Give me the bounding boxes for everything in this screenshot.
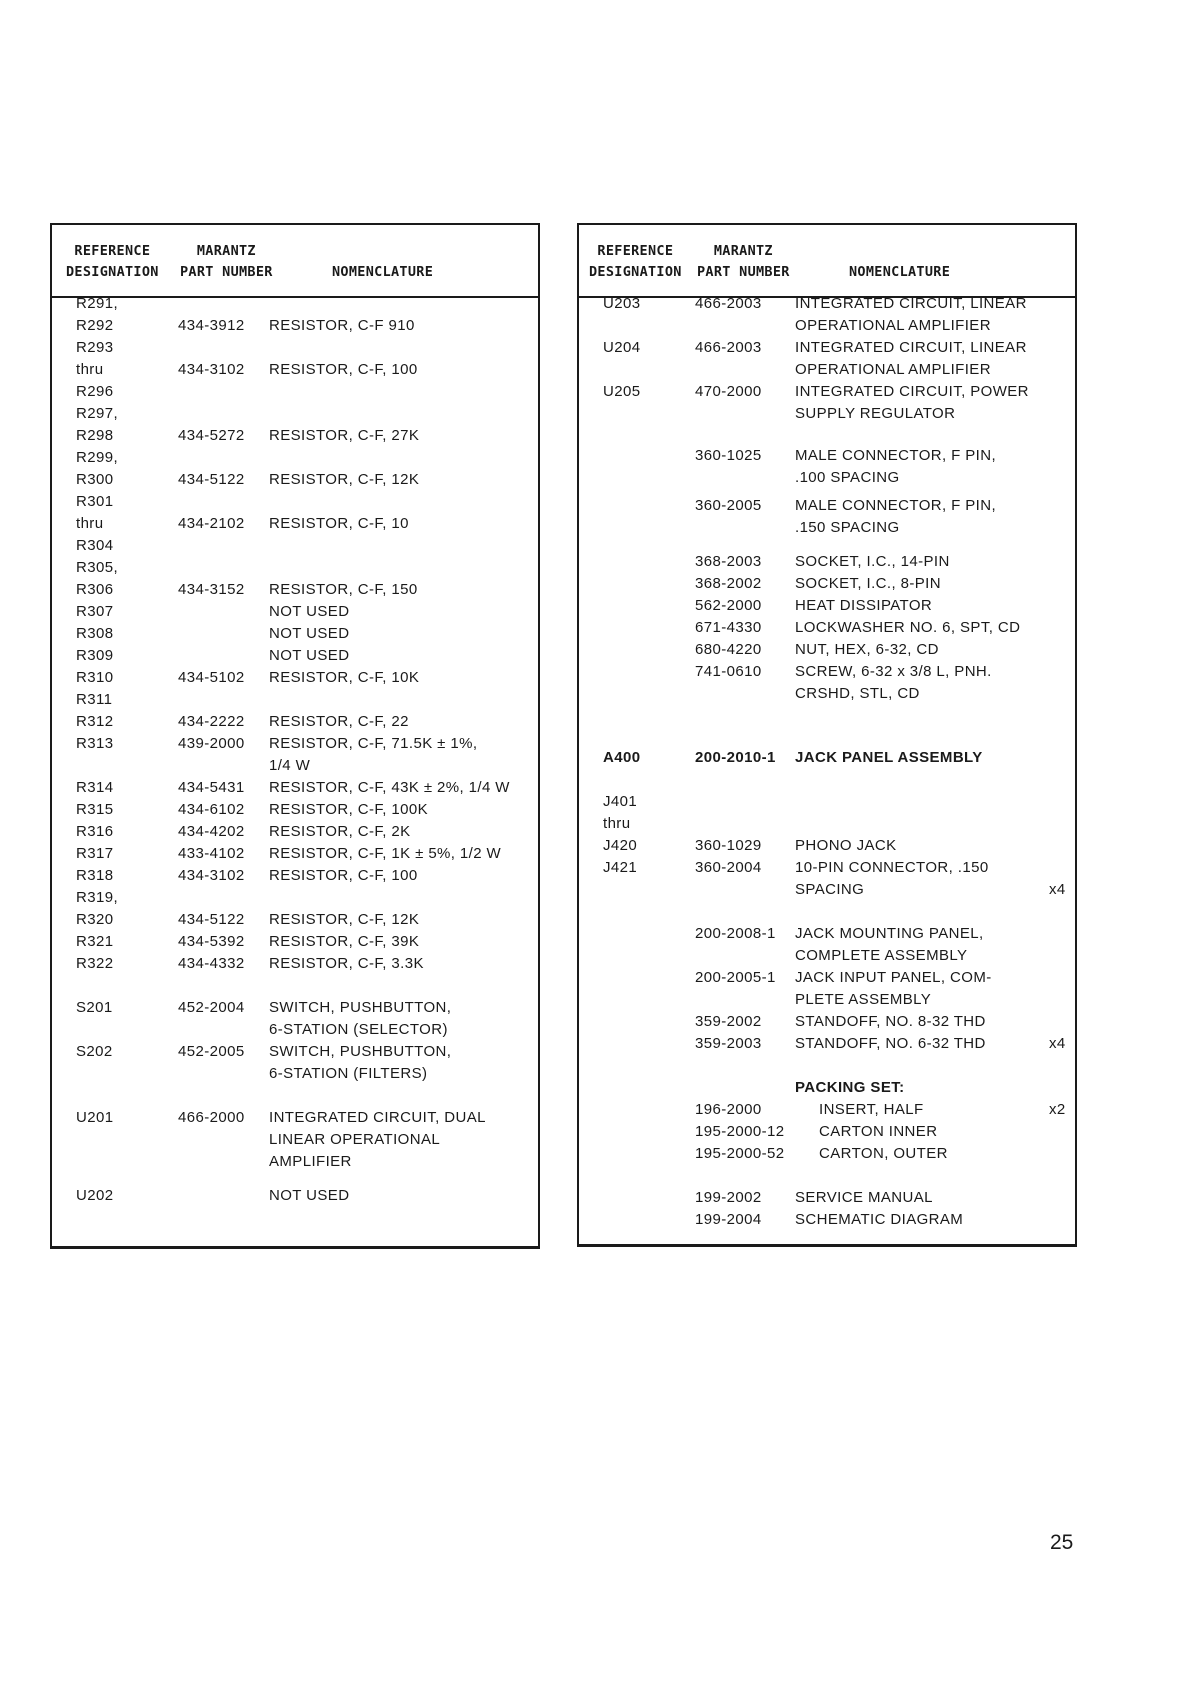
part-number: 359-2002 (695, 1013, 762, 1030)
table-row (579, 403, 1075, 425)
nomenclature: COMPLETE ASSEMBLY (795, 947, 968, 964)
nomenclature: 1/4 W (269, 757, 311, 774)
table-row (52, 1129, 538, 1151)
reference-designation: R321 (76, 933, 114, 950)
reference-designation: R320 (76, 911, 114, 928)
table-row (579, 595, 1075, 617)
part-number: 434-4202 (178, 823, 245, 840)
nomenclature: JACK MOUNTING PANEL, (795, 925, 984, 942)
nomenclature: PACKING SET: (795, 1079, 905, 1096)
header-text: PART NUMBER (180, 264, 273, 280)
header-text: REFERENCE (597, 243, 674, 259)
part-number: 359-2003 (695, 1035, 762, 1052)
nomenclature: SPACING (795, 881, 865, 898)
reference-designation: U203 (603, 295, 641, 312)
reference-designation: R293 (76, 339, 114, 356)
reference-designation: S201 (76, 999, 113, 1016)
table-row (52, 755, 538, 777)
part-number: 200-2005-1 (695, 969, 776, 986)
nomenclature: MALE CONNECTOR, F PIN, (795, 447, 997, 464)
table-row (52, 447, 538, 469)
reference-designation: R314 (76, 779, 114, 796)
reference-designation: R311 (76, 691, 113, 708)
nomenclature: SERVICE MANUAL (795, 1189, 933, 1206)
reference-designation: thru (76, 515, 104, 532)
part-number: 671-4330 (695, 619, 762, 636)
table-row (52, 425, 538, 447)
reference-designation: R313 (76, 735, 114, 752)
quantity-note: x4 (1049, 1035, 1066, 1052)
table-row (579, 495, 1075, 517)
table-row (579, 683, 1075, 705)
reference-designation: J401 (603, 793, 638, 810)
nomenclature: AMPLIFIER (269, 1153, 352, 1170)
table-row (579, 293, 1075, 315)
nomenclature: INTEGRATED CIRCUIT, POWER (795, 383, 1029, 400)
part-number: 434-3152 (178, 581, 245, 598)
part-number: 368-2003 (695, 553, 762, 570)
nomenclature: MALE CONNECTOR, F PIN, (795, 497, 997, 514)
nomenclature: OPERATIONAL AMPLIFIER (795, 317, 991, 334)
nomenclature: RESISTOR, C-F, 27K (269, 427, 420, 444)
part-number: 470-2000 (695, 383, 762, 400)
table-row (579, 1121, 1075, 1143)
part-number: 360-1029 (695, 837, 762, 854)
quantity-note: x4 (1049, 881, 1066, 898)
table-row (579, 573, 1075, 595)
part-number: 434-5102 (178, 669, 245, 686)
parts-table-right (577, 223, 1077, 1247)
table-row (52, 513, 538, 535)
table-row (52, 579, 538, 601)
nomenclature: SCHEMATIC DIAGRAM (795, 1211, 964, 1228)
table-row (52, 953, 538, 975)
reference-designation: J420 (603, 837, 638, 854)
nomenclature: NOT USED (269, 647, 350, 664)
table-row (52, 887, 538, 909)
part-number: 466-2000 (178, 1109, 245, 1126)
table-row (579, 661, 1075, 683)
nomenclature: CARTON INNER (819, 1123, 938, 1140)
reference-designation: R304 (76, 537, 114, 554)
part-number: 434-4332 (178, 955, 245, 972)
nomenclature: RESISTOR, C-F, 12K (269, 911, 420, 928)
nomenclature: PLETE ASSEMBLY (795, 991, 932, 1008)
reference-designation: R318 (76, 867, 114, 884)
table-row (52, 1151, 538, 1173)
reference-designation: U204 (603, 339, 641, 356)
table-row (52, 645, 538, 667)
part-number: 195-2000-12 (695, 1123, 785, 1140)
table-header (52, 225, 538, 298)
table-row (579, 315, 1075, 337)
table-row (579, 337, 1075, 359)
nomenclature: RESISTOR, C-F, 12K (269, 471, 420, 488)
reference-designation: J421 (603, 859, 638, 876)
header-nomenclature (332, 262, 433, 283)
nomenclature: RESISTOR, C-F, 150 (269, 581, 418, 598)
table-row (52, 843, 538, 865)
header-text: MARANTZ (196, 243, 256, 259)
reference-designation: thru (76, 361, 104, 378)
reference-designation: R316 (76, 823, 114, 840)
table-row (52, 799, 538, 821)
table-row (579, 551, 1075, 573)
nomenclature: RESISTOR, C-F, 2K (269, 823, 411, 840)
reference-designation: A400 (603, 749, 641, 766)
reference-designation: R322 (76, 955, 114, 972)
table-row (579, 617, 1075, 639)
nomenclature: 10-PIN CONNECTOR, .150 (795, 859, 989, 876)
table-row (579, 359, 1075, 381)
table-row (52, 1185, 538, 1207)
part-number: 741-0610 (695, 663, 762, 680)
table-row (52, 359, 538, 381)
table-row (579, 1011, 1075, 1033)
table-row (579, 989, 1075, 1011)
nomenclature: SCREW, 6-32 x 3/8 L, PNH. (795, 663, 992, 680)
nomenclature: INTEGRATED CIRCUIT, LINEAR (795, 339, 1027, 356)
part-number: 434-5122 (178, 911, 245, 928)
table-row (52, 821, 538, 843)
table-row (579, 791, 1075, 813)
nomenclature: INTEGRATED CIRCUIT, DUAL (269, 1109, 486, 1126)
nomenclature: SWITCH, PUSHBUTTON, (269, 1043, 452, 1060)
table-row (579, 467, 1075, 489)
reference-designation: R291, (76, 295, 119, 312)
reference-designation: R301 (76, 493, 114, 510)
header-text: MARANTZ (713, 243, 773, 259)
part-number: 434-5122 (178, 471, 245, 488)
nomenclature: RESISTOR, C-F, 3.3K (269, 955, 424, 972)
table-row (52, 1041, 538, 1063)
part-number: 200-2008-1 (695, 925, 776, 942)
table-row (579, 879, 1075, 901)
part-number: 433-4102 (178, 845, 245, 862)
reference-designation: R297, (76, 405, 119, 422)
nomenclature: .150 SPACING (795, 519, 900, 536)
part-number: 434-5392 (178, 933, 245, 950)
header-text: DESIGNATION (589, 264, 682, 280)
table-row (579, 1033, 1075, 1055)
part-number: 434-5431 (178, 779, 245, 796)
nomenclature: NOT USED (269, 603, 350, 620)
table-row (52, 711, 538, 733)
part-number: 680-4220 (695, 641, 762, 658)
nomenclature: RESISTOR, C-F, 100 (269, 361, 418, 378)
table-row (579, 445, 1075, 467)
table-row (52, 381, 538, 403)
reference-designation: R299, (76, 449, 119, 466)
part-number: 466-2003 (695, 295, 762, 312)
nomenclature: 6-STATION (FILTERS) (269, 1065, 428, 1082)
table-row (52, 337, 538, 359)
table-row (52, 293, 538, 315)
reference-designation: R309 (76, 647, 114, 664)
table-row (579, 1187, 1075, 1209)
reference-designation: R307 (76, 603, 114, 620)
part-number: 434-2222 (178, 713, 245, 730)
table-row (52, 1107, 538, 1129)
part-number: 434-5272 (178, 427, 245, 444)
nomenclature: SUPPLY REGULATOR (795, 405, 956, 422)
part-number: 360-2005 (695, 497, 762, 514)
table-row (52, 931, 538, 953)
header-reference-designation (589, 241, 682, 283)
table-row (52, 623, 538, 645)
reference-designation: S202 (76, 1043, 113, 1060)
nomenclature: HEAT DISSIPATOR (795, 597, 933, 614)
table-row (579, 923, 1075, 945)
reference-designation: R310 (76, 669, 114, 686)
header-text: DESIGNATION (66, 264, 159, 280)
nomenclature: RESISTOR, C-F 910 (269, 317, 415, 334)
reference-designation: U201 (76, 1109, 114, 1126)
table-row (579, 517, 1075, 539)
parts-table-left (50, 223, 540, 1249)
nomenclature: JACK INPUT PANEL, COM- (795, 969, 992, 986)
part-number: 434-6102 (178, 801, 245, 818)
nomenclature: INTEGRATED CIRCUIT, LINEAR (795, 295, 1027, 312)
table-row (52, 469, 538, 491)
part-number: 434-2102 (178, 515, 245, 532)
reference-designation: R298 (76, 427, 114, 444)
part-number: 562-2000 (695, 597, 762, 614)
reference-designation: R315 (76, 801, 114, 818)
table-row (579, 857, 1075, 879)
nomenclature: OPERATIONAL AMPLIFIER (795, 361, 991, 378)
table-row (579, 1099, 1075, 1121)
reference-designation: R317 (76, 845, 114, 862)
reference-designation: R306 (76, 581, 114, 598)
table-row (52, 601, 538, 623)
header-reference-designation (66, 241, 159, 283)
header-text: REFERENCE (74, 243, 151, 259)
part-number: 360-2004 (695, 859, 762, 876)
table-row (579, 1077, 1075, 1099)
nomenclature: CRSHD, STL, CD (795, 685, 920, 702)
nomenclature: JACK PANEL ASSEMBLY (795, 749, 983, 766)
nomenclature: RESISTOR, C-F, 100 (269, 867, 418, 884)
table-row (579, 1209, 1075, 1231)
table-row (52, 1019, 538, 1041)
part-number: 434-3102 (178, 361, 245, 378)
header-nomenclature (849, 262, 950, 283)
part-number: 434-3912 (178, 317, 245, 334)
reference-designation: R312 (76, 713, 114, 730)
nomenclature: STANDOFF, NO. 6-32 THD (795, 1035, 986, 1052)
table-row (579, 813, 1075, 835)
nomenclature: SOCKET, I.C., 14-PIN (795, 553, 950, 570)
nomenclature: 6-STATION (SELECTOR) (269, 1021, 448, 1038)
nomenclature: INSERT, HALF (819, 1101, 924, 1118)
table-row (579, 967, 1075, 989)
nomenclature: RESISTOR, C-F, 22 (269, 713, 409, 730)
nomenclature: NOT USED (269, 625, 350, 642)
nomenclature: SWITCH, PUSHBUTTON, (269, 999, 452, 1016)
header-text: NOMENCLATURE (332, 264, 434, 280)
header-text: NOMENCLATURE (849, 264, 951, 280)
nomenclature: NOT USED (269, 1187, 350, 1204)
part-number: 434-3102 (178, 867, 245, 884)
page-number: 25 (1050, 1531, 1074, 1554)
reference-designation: U202 (76, 1187, 114, 1204)
part-number: 439-2000 (178, 735, 245, 752)
reference-designation: U205 (603, 383, 641, 400)
reference-designation: thru (603, 815, 631, 832)
nomenclature: LOCKWASHER NO. 6, SPT, CD (795, 619, 1021, 636)
nomenclature: STANDOFF, NO. 8-32 THD (795, 1013, 986, 1030)
header-part-number (180, 241, 273, 283)
table-row (579, 945, 1075, 967)
reference-designation: R292 (76, 317, 114, 334)
part-number: 452-2004 (178, 999, 245, 1016)
part-number: 466-2003 (695, 339, 762, 356)
table-row (52, 667, 538, 689)
nomenclature: RESISTOR, C-F, 1K ± 5%, 1/2 W (269, 845, 502, 862)
table-header (579, 225, 1075, 298)
nomenclature: NUT, HEX, 6-32, CD (795, 641, 939, 658)
reference-designation: R300 (76, 471, 114, 488)
reference-designation: R319, (76, 889, 119, 906)
nomenclature: RESISTOR, C-F, 39K (269, 933, 420, 950)
table-row (52, 491, 538, 513)
nomenclature: SOCKET, I.C., 8-PIN (795, 575, 941, 592)
table-row (52, 997, 538, 1019)
table-row (52, 733, 538, 755)
part-number: 199-2002 (695, 1189, 762, 1206)
nomenclature: RESISTOR, C-F, 100K (269, 801, 429, 818)
table-row (579, 835, 1075, 857)
reference-designation: R305, (76, 559, 119, 576)
table-row (52, 403, 538, 425)
quantity-note: x2 (1049, 1101, 1066, 1118)
table-row (579, 381, 1075, 403)
nomenclature: LINEAR OPERATIONAL (269, 1131, 441, 1148)
table-row (579, 1143, 1075, 1165)
table-row (52, 909, 538, 931)
reference-designation: R308 (76, 625, 114, 642)
nomenclature: RESISTOR, C-F, 10 (269, 515, 409, 532)
nomenclature: RESISTOR, C-F, 43K ± 2%, 1/4 W (269, 779, 510, 796)
part-number: 195-2000-52 (695, 1145, 785, 1162)
table-row (52, 557, 538, 579)
part-number: 200-2010-1 (695, 749, 776, 766)
table-row (52, 777, 538, 799)
table-row (52, 689, 538, 711)
table-row (579, 639, 1075, 661)
nomenclature: CARTON, OUTER (819, 1145, 948, 1162)
part-number: 199-2004 (695, 1211, 762, 1228)
part-number: 368-2002 (695, 575, 762, 592)
part-number: 360-1025 (695, 447, 762, 464)
reference-designation: R296 (76, 383, 114, 400)
nomenclature: .100 SPACING (795, 469, 900, 486)
table-row (579, 747, 1075, 769)
table-row (52, 535, 538, 557)
table-row (52, 315, 538, 337)
table-row (52, 1063, 538, 1085)
nomenclature: RESISTOR, C-F, 71.5K ± 1%, (269, 735, 478, 752)
header-part-number (697, 241, 790, 283)
header-text: PART NUMBER (697, 264, 790, 280)
table-row (52, 865, 538, 887)
part-number: 196-2000 (695, 1101, 762, 1118)
nomenclature: RESISTOR, C-F, 10K (269, 669, 420, 686)
part-number: 452-2005 (178, 1043, 245, 1060)
nomenclature: PHONO JACK (795, 837, 897, 854)
